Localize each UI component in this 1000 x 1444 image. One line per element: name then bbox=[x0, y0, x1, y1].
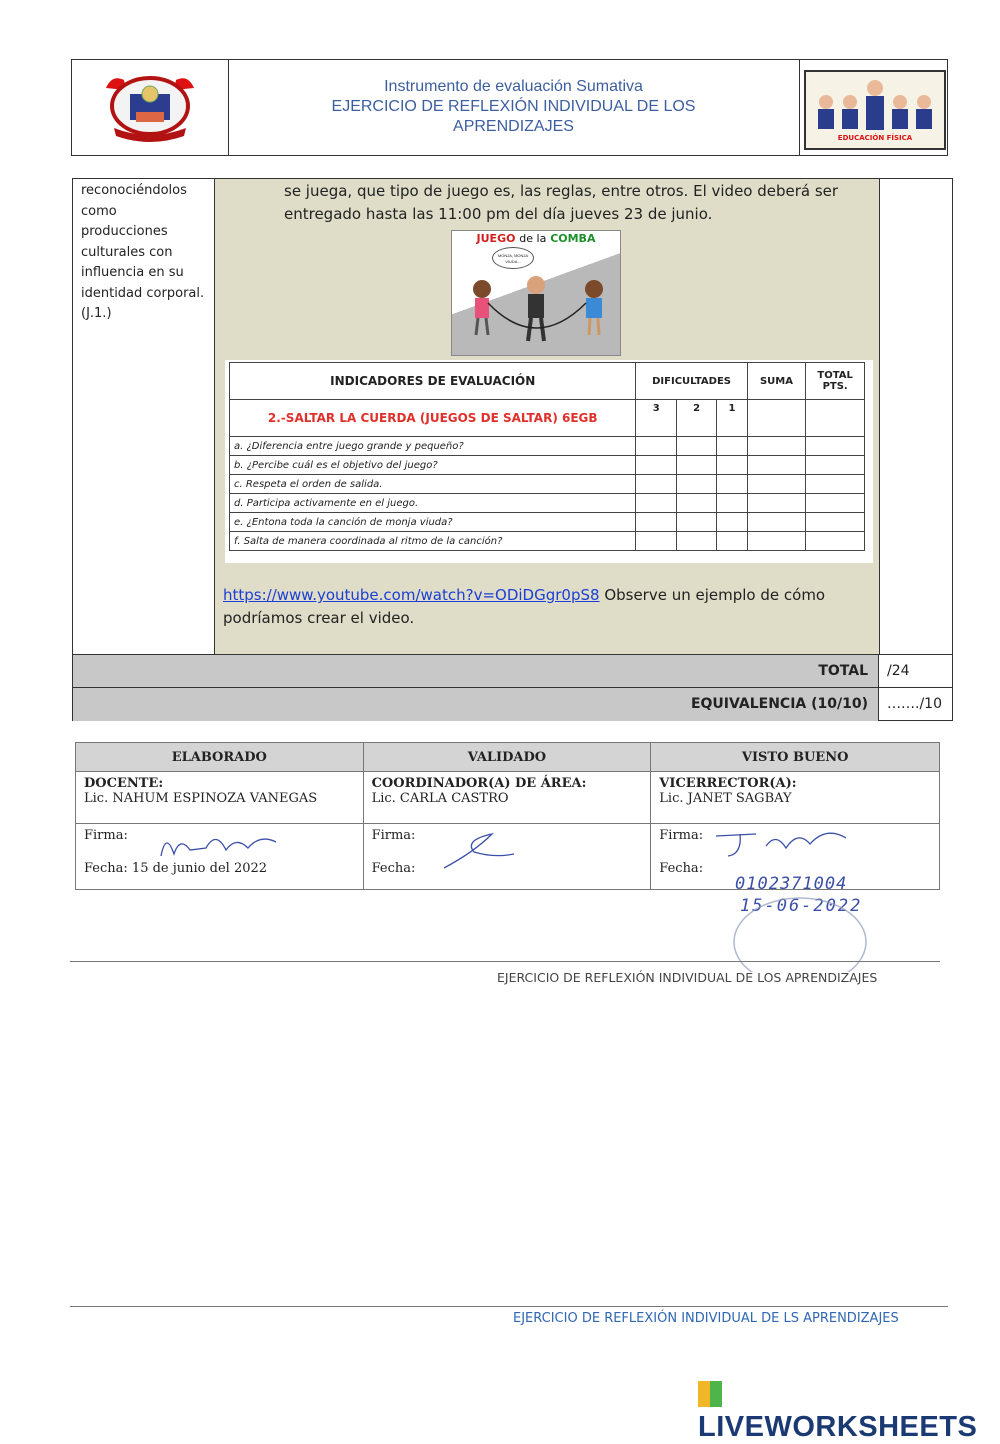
liveworksheets-brand[interactable] bbox=[698, 1378, 1000, 1444]
vicerrector-signature-icon bbox=[706, 824, 866, 864]
children-jumping-icon bbox=[452, 231, 620, 355]
score-cell[interactable] bbox=[717, 437, 747, 456]
equivalence-row bbox=[73, 687, 952, 721]
score-cell[interactable] bbox=[676, 494, 716, 513]
score-column bbox=[879, 179, 952, 654]
level-1: 1 bbox=[717, 400, 747, 437]
score-cell[interactable] bbox=[676, 456, 716, 475]
score-cell[interactable] bbox=[636, 475, 676, 494]
physical-education-logo bbox=[800, 60, 949, 155]
score-cell[interactable] bbox=[806, 513, 865, 532]
link-text-after: Observe un ejemplo de cómo bbox=[599, 586, 826, 604]
youtube-link[interactable]: https://www.youtube.com/watch?v=ODiDGgr0pS8 bbox=[223, 586, 600, 604]
score-cell[interactable] bbox=[747, 532, 806, 551]
pe-logo-caption: EDUCACIÓN FÍSICA bbox=[837, 134, 913, 142]
table-row bbox=[230, 532, 865, 551]
official-stamp-icon bbox=[730, 892, 870, 972]
header-line-1: Instrumento de evaluación Sumativa bbox=[384, 78, 643, 95]
header-visto-bueno: VISTO BUENO bbox=[651, 743, 940, 772]
indicator-a: a. ¿Diferencia entre juego grande y pequeño? bbox=[230, 437, 636, 456]
footer-divider-1 bbox=[70, 961, 940, 962]
docente-cell bbox=[76, 772, 364, 824]
docente-role: DOCENTE: bbox=[84, 776, 164, 791]
indicator-e: e. ¿Entona toda la canción de monja viuda? bbox=[230, 513, 636, 532]
header-title bbox=[228, 60, 800, 155]
score-cell[interactable] bbox=[806, 456, 865, 475]
table-row bbox=[230, 475, 865, 494]
liveworksheets-logo-icon bbox=[698, 1381, 722, 1407]
handwritten-id: 0102371004 bbox=[735, 874, 848, 894]
rubric-title-row bbox=[230, 400, 865, 437]
suma-cell[interactable] bbox=[747, 400, 806, 437]
total-cell[interactable] bbox=[806, 400, 865, 437]
rubric-table bbox=[229, 362, 865, 551]
coordinador-role: COORDINADOR(A) DE ÁREA: bbox=[371, 776, 587, 791]
header-suma: SUMA bbox=[747, 363, 806, 400]
speech-bubble: MONJA, MONJA VIUDA... bbox=[492, 247, 534, 269]
school-crest-logo bbox=[72, 60, 229, 155]
score-cell[interactable] bbox=[676, 513, 716, 532]
table-row bbox=[230, 513, 865, 532]
score-cell[interactable] bbox=[717, 475, 747, 494]
handwritten-date: 15-06-2022 bbox=[740, 896, 863, 916]
score-cell[interactable] bbox=[717, 456, 747, 475]
vicerrector-firma-label: Firma: bbox=[659, 828, 704, 843]
vicerrector-name: Lic. JANET SAGBAY bbox=[659, 791, 792, 806]
header-dificultades: DIFICULTADES bbox=[636, 363, 747, 400]
table-row bbox=[230, 437, 865, 456]
level-3: 3 bbox=[636, 400, 676, 437]
score-cell[interactable] bbox=[717, 532, 747, 551]
score-cell[interactable] bbox=[636, 513, 676, 532]
link-line-2: podríamos crear el video. bbox=[223, 609, 415, 627]
illustration-title-a: JUEGO bbox=[476, 232, 516, 245]
table-row bbox=[230, 494, 865, 513]
pe-logo-frame bbox=[804, 70, 946, 150]
video-reference bbox=[223, 584, 863, 630]
header-line-2: EJERCICIO DE REFLEXIÓN INDIVIDUAL DE LOS bbox=[331, 98, 696, 115]
evaluation-section bbox=[72, 178, 953, 721]
score-cell[interactable] bbox=[676, 475, 716, 494]
coordinador-cell bbox=[363, 772, 651, 824]
coordinador-fecha: Fecha: bbox=[371, 861, 416, 876]
indicator-d: d. Participa activamente en el juego. bbox=[230, 494, 636, 513]
score-cell[interactable] bbox=[636, 437, 676, 456]
activity-column bbox=[215, 179, 880, 654]
score-cell[interactable] bbox=[636, 456, 676, 475]
score-cell[interactable] bbox=[636, 494, 676, 513]
vicerrector-fecha: Fecha: bbox=[659, 861, 704, 876]
kids-icon bbox=[806, 72, 944, 134]
footer-text-2: EJERCICIO DE REFLEXIÓN INDIVIDUAL DE LS APRENDIZAJES bbox=[513, 1311, 899, 1326]
level-2: 2 bbox=[676, 400, 716, 437]
illustration-title-c: COMBA bbox=[550, 232, 596, 245]
header-elaborado: ELABORADO bbox=[76, 743, 364, 772]
signature-block bbox=[75, 742, 940, 916]
criteria-text: reconociéndolos como producciones culturales con influencia en su identidad corporal. (J.1.) bbox=[81, 183, 205, 321]
docente-sign-cell bbox=[76, 824, 364, 890]
score-cell[interactable] bbox=[747, 475, 806, 494]
signature-header-row bbox=[76, 743, 940, 772]
table-row bbox=[230, 456, 865, 475]
signature-table bbox=[75, 742, 940, 890]
score-cell[interactable] bbox=[747, 494, 806, 513]
docente-firma-label: Firma: bbox=[84, 828, 128, 843]
jump-rope-illustration bbox=[451, 230, 621, 356]
illustration-title-b: de la bbox=[519, 232, 547, 245]
coordinador-sign-cell bbox=[363, 824, 651, 890]
header-total: TOTAL PTS. bbox=[806, 363, 865, 400]
indicator-f: f. Salta de manera coordinada al ritmo de la canción? bbox=[230, 532, 636, 551]
vicerrector-cell bbox=[651, 772, 940, 824]
total-label: TOTAL bbox=[73, 655, 879, 688]
total-value[interactable]: /24 bbox=[887, 663, 910, 679]
equivalence-value[interactable]: ……./10 bbox=[887, 696, 942, 712]
score-cell[interactable] bbox=[747, 437, 806, 456]
rubric-title: 2.-SALTAR LA CUERDA (JUEGOS DE SALTAR) 6EGB bbox=[230, 400, 636, 437]
score-cell[interactable] bbox=[806, 475, 865, 494]
evaluation-rubric bbox=[225, 360, 873, 563]
docente-signature-icon bbox=[156, 826, 286, 866]
coordinador-signature-icon bbox=[434, 824, 524, 874]
footer-text-1: EJERCICIO DE REFLEXIÓN INDIVIDUAL DE LOS APRENDIZAJES bbox=[497, 970, 878, 985]
header-line-3: APRENDIZAJES bbox=[453, 118, 574, 135]
document-header bbox=[71, 59, 948, 156]
indicator-c: c. Respeta el orden de salida. bbox=[230, 475, 636, 494]
header-indicadores: INDICADORES DE EVALUACIÓN bbox=[230, 363, 636, 400]
description-line-2: entregado hasta las 11:00 pm del día jueves 23 de junio. bbox=[284, 205, 713, 223]
docente-fecha: Fecha: 15 de junio del 2022 bbox=[84, 861, 268, 876]
score-cell[interactable] bbox=[806, 437, 865, 456]
docente-name: Lic. NAHUM ESPINOZA VANEGAS bbox=[84, 791, 318, 806]
score-cell[interactable] bbox=[676, 532, 716, 551]
score-cell[interactable] bbox=[747, 456, 806, 475]
header-validado: VALIDADO bbox=[363, 743, 651, 772]
score-cell[interactable] bbox=[676, 437, 716, 456]
crest-icon bbox=[72, 60, 228, 155]
signature-names-row bbox=[76, 772, 940, 824]
vicerrector-role: VICERRECTOR(A): bbox=[659, 776, 797, 791]
score-cell[interactable] bbox=[747, 513, 806, 532]
coordinador-firma-label: Firma: bbox=[371, 828, 416, 843]
score-cell[interactable] bbox=[717, 513, 747, 532]
indicator-b: b. ¿Percibe cuál es el objetivo del juego? bbox=[230, 456, 636, 475]
brand-name: LIVEWORKSHEETS bbox=[698, 1411, 978, 1443]
coordinador-name: Lic. CARLA CASTRO bbox=[371, 791, 509, 806]
footer-divider-2 bbox=[70, 1306, 948, 1307]
score-cell[interactable] bbox=[806, 532, 865, 551]
criteria-column bbox=[73, 179, 215, 654]
score-cell[interactable] bbox=[806, 494, 865, 513]
activity-description bbox=[284, 180, 864, 226]
total-row bbox=[73, 654, 952, 688]
rubric-header-row bbox=[230, 363, 865, 400]
score-cell[interactable] bbox=[636, 532, 676, 551]
equivalence-label: EQUIVALENCIA (10/10) bbox=[73, 688, 879, 721]
description-line-1: se juega, que tipo de juego es, las reglas, entre otros. El video deberá ser bbox=[284, 182, 839, 200]
score-cell[interactable] bbox=[717, 494, 747, 513]
